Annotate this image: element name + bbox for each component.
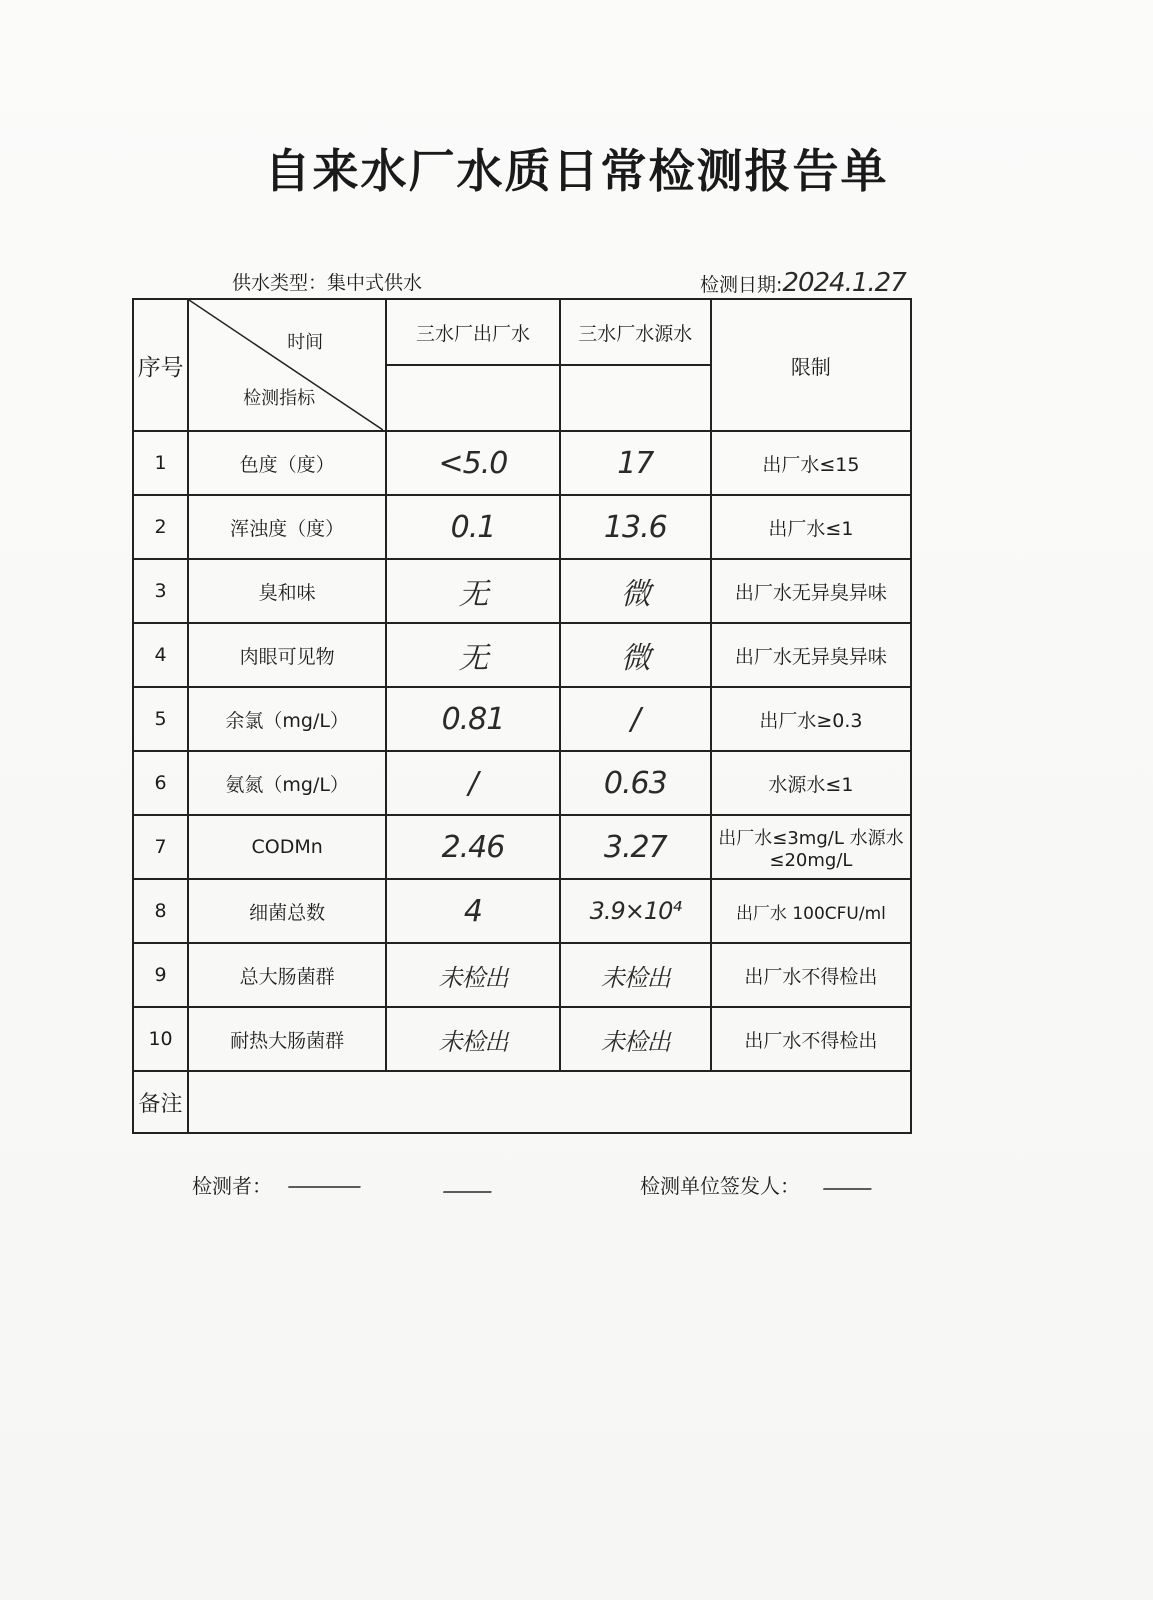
row-value-b: 0.63 bbox=[560, 751, 711, 815]
row-seq: 8 bbox=[133, 879, 188, 943]
row-value-a: 未检出 bbox=[386, 1007, 560, 1071]
row-value-b: 微 bbox=[560, 623, 711, 687]
row-value-a: 0.81 bbox=[386, 687, 560, 751]
row-seq: 4 bbox=[133, 623, 188, 687]
row-indicator: 色度（度） bbox=[188, 431, 386, 495]
row-indicator: 余氯（mg/L） bbox=[188, 687, 386, 751]
row-value-a: 无 bbox=[386, 559, 560, 623]
table-row bbox=[133, 559, 911, 623]
row-limit: 出厂水不得检出 bbox=[711, 943, 911, 1007]
header-time: 时间 bbox=[287, 332, 324, 353]
table-row bbox=[133, 751, 911, 815]
signer-label: 检测单位签发人： bbox=[640, 1174, 800, 1198]
table-row bbox=[133, 879, 911, 943]
note-label: 备注 bbox=[133, 1071, 188, 1133]
row-value-a: 0.1 bbox=[386, 495, 560, 559]
row-value-a: 2.46 bbox=[386, 815, 560, 879]
row-indicator: 耐热大肠菌群 bbox=[188, 1007, 386, 1071]
row-seq: 10 bbox=[133, 1007, 188, 1071]
report-table bbox=[132, 298, 912, 1134]
supply-type: 供水类型：集中式供水 bbox=[232, 272, 423, 294]
test-date bbox=[700, 268, 906, 298]
row-value-a: 4 bbox=[386, 879, 560, 943]
row-indicator: 肉眼可见物 bbox=[188, 623, 386, 687]
row-value-b: 13.6 bbox=[560, 495, 711, 559]
row-limit: 出厂水无异臭异味 bbox=[711, 623, 911, 687]
row-seq: 6 bbox=[133, 751, 188, 815]
row-value-b: 3.9×10⁴ bbox=[560, 879, 711, 943]
table-row bbox=[133, 431, 911, 495]
diagonal-line bbox=[189, 300, 383, 430]
table-row bbox=[133, 495, 911, 559]
header-seq: 序号 bbox=[133, 299, 188, 431]
row-value-a: / bbox=[386, 751, 560, 815]
row-value-a: 未检出 bbox=[386, 943, 560, 1007]
row-limit: 出厂水≤1 bbox=[711, 495, 911, 559]
date-value: 2024.1.27 bbox=[782, 268, 906, 298]
row-seq: 9 bbox=[133, 943, 188, 1007]
header-indicator: 检测指标 bbox=[243, 388, 316, 409]
row-indicator: 氨氮（mg/L） bbox=[188, 751, 386, 815]
second-signature: ⸺ bbox=[440, 1173, 491, 1208]
row-indicator: 细菌总数 bbox=[188, 879, 386, 943]
tester-label: 检测者： bbox=[192, 1174, 272, 1198]
header-col-b: 三水厂水源水 bbox=[560, 299, 711, 365]
row-seq: 2 bbox=[133, 495, 188, 559]
table-row bbox=[133, 1007, 911, 1071]
table-row bbox=[133, 943, 911, 1007]
tester-signature: ⸻ bbox=[285, 1168, 360, 1203]
row-indicator: CODMn bbox=[188, 815, 386, 879]
signer-signature: ⸺ bbox=[820, 1170, 871, 1205]
date-label: 检测日期: bbox=[700, 274, 783, 296]
header-col-b-blank bbox=[560, 365, 711, 431]
table-row bbox=[133, 815, 911, 879]
row-indicator: 总大肠菌群 bbox=[188, 943, 386, 1007]
row-value-a: 无 bbox=[386, 623, 560, 687]
row-limit: 出厂水≤3mg/L 水源水≤20mg/L bbox=[711, 815, 911, 879]
row-limit: 出厂水不得检出 bbox=[711, 1007, 911, 1071]
header-col-a-blank bbox=[386, 365, 560, 431]
row-value-b: 未检出 bbox=[560, 943, 711, 1007]
row-limit: 出厂水≥0.3 bbox=[711, 687, 911, 751]
row-value-b: 3.27 bbox=[560, 815, 711, 879]
note-content bbox=[188, 1071, 911, 1133]
row-value-b: 未检出 bbox=[560, 1007, 711, 1071]
row-limit: 水源水≤1 bbox=[711, 751, 911, 815]
header-limit: 限制 bbox=[711, 299, 911, 431]
table-row bbox=[133, 623, 911, 687]
table-row bbox=[133, 687, 911, 751]
row-seq: 3 bbox=[133, 559, 188, 623]
row-seq: 5 bbox=[133, 687, 188, 751]
row-seq: 7 bbox=[133, 815, 188, 879]
row-value-b: / bbox=[560, 687, 711, 751]
page-title: 自来水厂水质日常检测报告单 bbox=[264, 144, 889, 198]
row-limit: 出厂水 100CFU/ml bbox=[711, 879, 911, 943]
row-value-b: 17 bbox=[560, 431, 711, 495]
row-value-a: <5.0 bbox=[386, 431, 560, 495]
row-indicator: 臭和味 bbox=[188, 559, 386, 623]
row-indicator: 浑浊度（度） bbox=[188, 495, 386, 559]
row-limit: 出厂水无异臭异味 bbox=[711, 559, 911, 623]
row-limit: 出厂水≤15 bbox=[711, 431, 911, 495]
header-diagonal-cell bbox=[188, 299, 386, 431]
row-value-b: 微 bbox=[560, 559, 711, 623]
header-col-a: 三水厂出厂水 bbox=[386, 299, 560, 365]
row-seq: 1 bbox=[133, 431, 188, 495]
